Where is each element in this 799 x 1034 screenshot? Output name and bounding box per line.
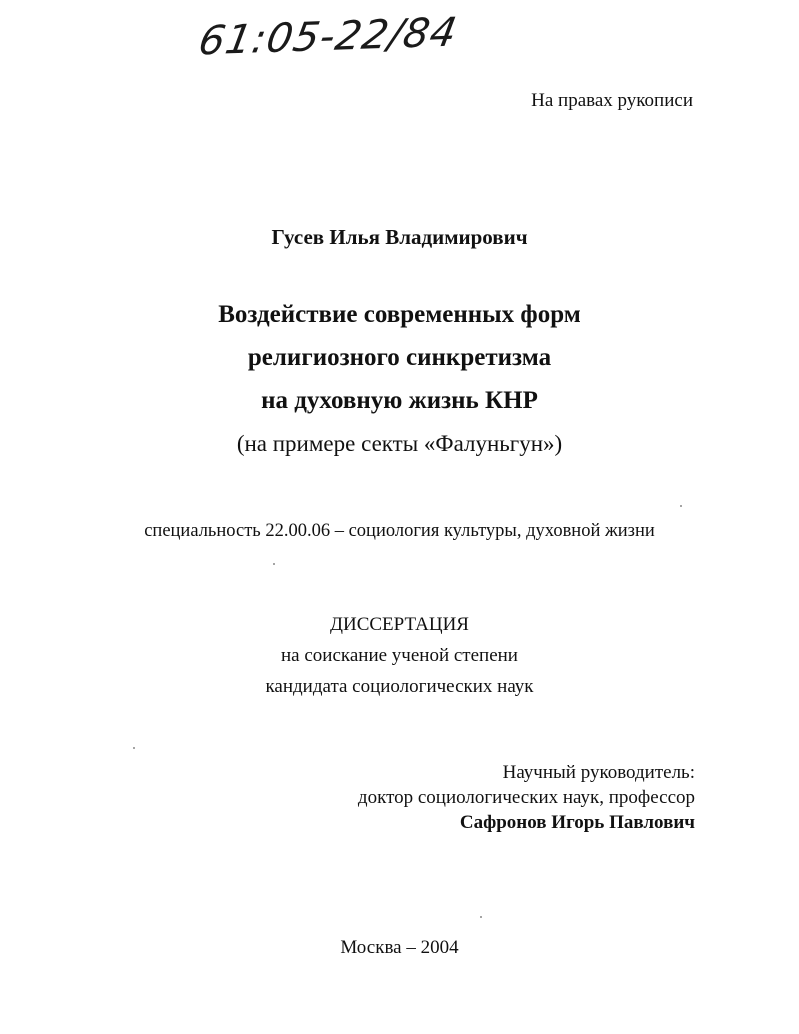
specialty-line: специальность 22.00.06 – социология культуры, духовной жизни (144, 521, 655, 541)
degree-line-2: кандидата социологических наук (265, 676, 534, 697)
title-line: на духовную жизнь КНР (261, 387, 538, 414)
dissertation-title (0, 293, 799, 422)
supervisor-credentials: доктор социологических наук, профессор (357, 787, 695, 808)
degree-line-1: на соискание ученой степени (281, 645, 518, 666)
supervisor-block (358, 760, 695, 835)
scan-speck (480, 916, 482, 918)
degree-type: ДИССЕРТАЦИЯ (330, 614, 469, 635)
degree-block (0, 609, 799, 702)
author-name: Гусев Илья Владимирович (271, 225, 528, 249)
title-line: религиозного синкретизма (247, 344, 552, 371)
place-and-year: Москва – 2004 (340, 937, 459, 958)
dissertation-subtitle: (на примере секты «Фалуньгун») (236, 431, 563, 456)
scan-speck (273, 563, 275, 565)
scan-speck (133, 747, 135, 749)
title-line: Воздействие современных форм (218, 301, 581, 328)
handwritten-archive-number: 61:05-22/84 (195, 9, 461, 65)
rights-notice: На правах рукописи (531, 90, 693, 111)
scan-speck (680, 505, 682, 507)
supervisor-label: Научный руководитель: (502, 762, 695, 783)
supervisor-name: Сафронов Игорь Павлович (459, 812, 695, 833)
